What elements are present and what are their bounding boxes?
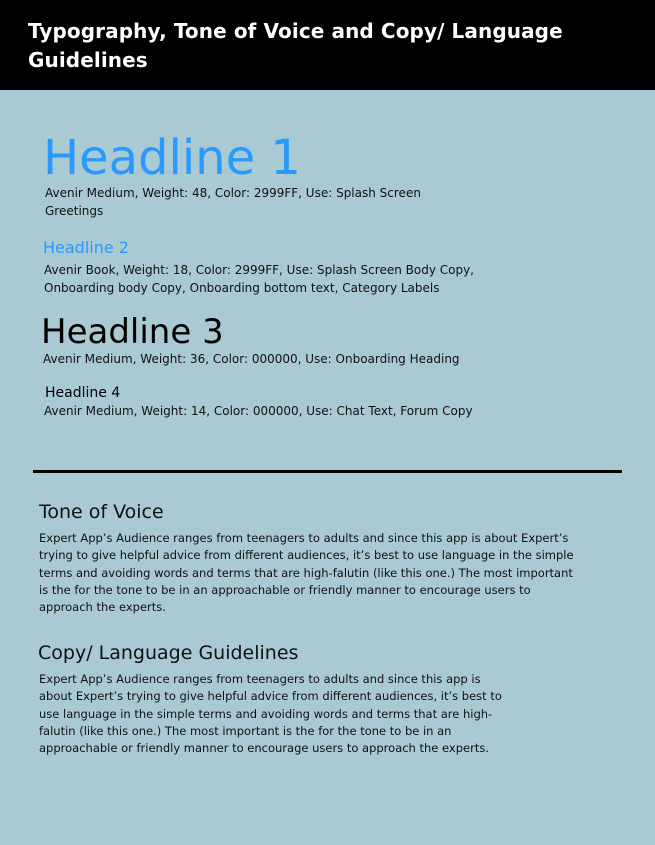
headline-1-spec: Avenir Medium, Weight: 48, Color: 2999FF, Use: Splash Screen Greetings <box>45 186 421 218</box>
section-divider <box>33 470 622 473</box>
copy-guidelines-body: Expert App’s Audience ranges from teenagers to adults and since this app is about Expert’s trying to give helpful advice from different audiences, it’s best to use language in the simple terms and avoiding words and terms that are high-falutin (like this one.) The most important is the for the tone to be in an approachable or friendly manner to encourage users to approach the experts. <box>39 672 502 756</box>
headline-2-sample: Headline 2 <box>43 238 129 257</box>
headline-2-spec: Avenir Book, Weight: 18, Color: 2999FF, Use: Splash Screen Body Copy, Onboarding body Copy, Onboarding bottom text, Category Labels <box>44 263 474 295</box>
headline-1-sample: Headline 1 <box>43 130 301 186</box>
header-bar <box>0 0 655 90</box>
headline-3-sample: Headline 3 <box>41 312 224 352</box>
copy-guidelines-heading: Copy/ Language Guidelines <box>38 642 299 664</box>
page-title: Typography, Tone of Voice and Copy/ Language Guidelines <box>28 19 563 72</box>
headline-4-sample: Headline 4 <box>45 385 121 401</box>
headline-4-spec: Avenir Medium, Weight: 14, Color: 000000, Use: Chat Text, Forum Copy <box>44 404 473 418</box>
tone-of-voice-body: Expert App’s Audience ranges from teenagers to adults and since this app is about Expert’s trying to give helpful advice from different audiences, it’s best to use language in the simple terms and avoiding words and terms that are high-falutin (like this one.) The most important is the for the tone to be in an approachable or friendly manner to encourage users to approach the experts. <box>39 531 574 615</box>
tone-of-voice-heading: Tone of Voice <box>39 501 164 523</box>
headline-3-spec: Avenir Medium, Weight: 36, Color: 000000, Use: Onboarding Heading <box>43 352 460 366</box>
